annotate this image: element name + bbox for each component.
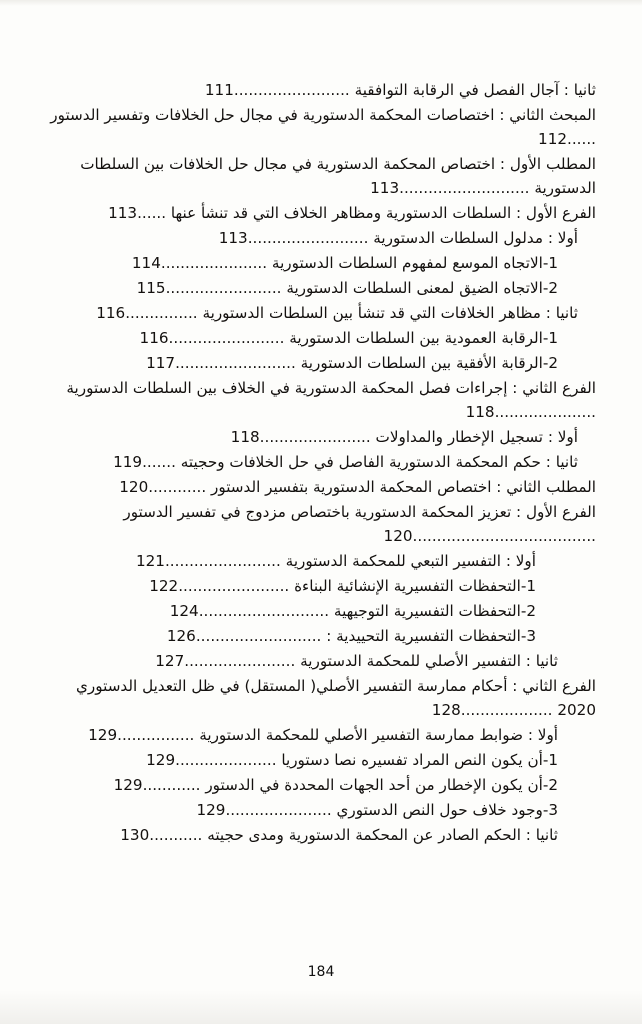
toc-dot-leader: ............	[148, 478, 207, 497]
toc-page-number: 120	[383, 527, 413, 546]
toc-dot-leader: ......	[567, 130, 596, 149]
toc-entry-title: أولا : تسجيل الإخطار والمداولات	[375, 428, 578, 447]
toc-page-number: 129	[146, 751, 176, 770]
toc-entry-inner	[205, 81, 596, 99]
toc-entry-inner	[167, 627, 536, 645]
toc-page-number: 120	[119, 478, 149, 497]
toc-entry-title: المبحث الثاني : اختصاصات المحكمة الدستورية في مجال حل الخلافات وتفسير الدستور	[50, 106, 596, 125]
toc-entry-inner	[66, 379, 596, 421]
toc-entry-title: ثانيا : آجال الفصل في الرقابة التوافقية	[354, 81, 596, 99]
toc-entry-inner	[219, 229, 578, 247]
toc-page-number: 122	[149, 577, 179, 596]
toc-page-number: 130	[120, 826, 150, 845]
toc-page-number: 124	[169, 602, 199, 621]
toc-entry[interactable]	[46, 748, 596, 772]
toc-entry[interactable]	[46, 798, 596, 822]
toc-page-number: 114	[131, 254, 161, 273]
toc-dot-leader: .......................	[259, 428, 371, 447]
toc-dot-leader: ......................	[160, 254, 268, 273]
toc-entry[interactable]	[46, 500, 596, 548]
toc-dot-leader: ...........................	[399, 179, 530, 198]
toc-entry[interactable]	[46, 276, 596, 300]
toc-entry-inner	[50, 106, 596, 148]
toc-dot-leader: .........................	[175, 354, 296, 373]
toc-dot-leader: ........................	[233, 81, 350, 99]
toc-entry[interactable]	[46, 103, 596, 151]
toc-entry-inner	[132, 254, 558, 272]
toc-page-number: 113	[370, 179, 400, 198]
toc-entry-inner	[196, 801, 558, 819]
toc-entry-title: ثانيا : حكم المحكمة الدستورية الفاصل في حل الخلافات وحجيته	[180, 453, 578, 472]
toc-entry[interactable]	[46, 226, 596, 250]
toc-entry-inner	[146, 751, 558, 769]
table-of-contents	[46, 78, 596, 847]
toc-entry[interactable]	[46, 723, 596, 747]
toc-page-number: 116	[96, 304, 126, 323]
toc-page-number: 111	[204, 81, 234, 99]
toc-entry-title: 1-الاتجاه الموسع لمفهوم السلطات الدستورية	[271, 254, 558, 273]
toc-dot-leader: ...............	[125, 304, 198, 323]
toc-entry-inner	[119, 478, 596, 496]
toc-entry[interactable]	[46, 301, 596, 325]
toc-page-number: 118	[465, 403, 495, 422]
toc-page-number: 128	[431, 701, 461, 720]
toc-entry-title: الفرع الأول : السلطات الدستورية ومظاهر الخلاف التي قد تنشأ عنها	[170, 204, 596, 223]
toc-entry-inner	[76, 677, 596, 719]
toc-entry[interactable]	[46, 78, 596, 102]
toc-page-number: 129	[196, 801, 226, 820]
toc-entry-inner	[231, 428, 578, 446]
toc-dot-leader: ........................	[165, 279, 282, 298]
toc-entry-title: 2-الرقابة الأفقية بين السلطات الدستورية	[300, 354, 558, 373]
toc-entry-title: 1-الرقابة العمودية بين السلطات الدستورية	[289, 329, 558, 348]
toc-entry[interactable]	[46, 201, 596, 225]
toc-entry[interactable]	[46, 549, 596, 573]
toc-page-number: 113	[108, 204, 138, 223]
toc-dot-leader: .......	[142, 453, 176, 472]
toc-entry-title: الفرع الأول : تعزيز المحكمة الدستورية باختصاص مزدوج في تفسير الدستور	[123, 503, 596, 522]
toc-entry-title: المطلب الثاني : اختصاص المحكمة الدستورية بتفسير الدستور	[211, 478, 596, 497]
toc-entry[interactable]	[46, 351, 596, 375]
toc-dot-leader: .....................	[494, 403, 596, 422]
toc-entry-title: 2-الاتجاه الضيق لمعنى السلطات الدستورية	[286, 279, 558, 298]
toc-entry-inner	[149, 577, 536, 595]
toc-dot-leader: ................	[117, 726, 195, 745]
toc-dot-leader: .........................	[247, 229, 369, 248]
toc-page-number: 113	[218, 229, 248, 248]
toc-page-number: 119	[113, 453, 143, 472]
toc-dot-leader: ......................	[225, 801, 332, 820]
toc-entry[interactable]	[46, 574, 596, 598]
toc-entry[interactable]	[46, 649, 596, 673]
toc-entry[interactable]	[46, 674, 596, 722]
toc-page-number: 116	[139, 329, 169, 348]
toc-entry[interactable]	[46, 450, 596, 474]
toc-entry[interactable]	[46, 425, 596, 449]
toc-entry-title: الفرع الثاني : إجراءات فصل المحكمة الدستورية في الخلاف بين السلطات الدستورية	[66, 379, 596, 398]
toc-entry[interactable]	[46, 773, 596, 797]
toc-entry-title: 1-أن يكون النص المراد تفسيره نصا دستوريا	[281, 751, 558, 770]
toc-entry-inner	[120, 826, 558, 844]
toc-entry-inner	[170, 602, 536, 620]
toc-entry[interactable]	[46, 251, 596, 275]
toc-entry-title: ثانيا : التفسير الأصلي للمحكمة الدستورية	[300, 652, 558, 671]
toc-entry-title: المطلب الأول : اختصاص المحكمة الدستورية في مجال حل الخلافات بين السلطات الدستورية	[80, 155, 596, 198]
toc-dot-leader: .....................	[175, 751, 277, 770]
toc-dot-leader: ........................	[164, 552, 281, 571]
toc-entry[interactable]	[46, 624, 596, 648]
toc-entry-inner	[96, 304, 578, 322]
toc-entry-title: 3-التحفظات التفسيرية التحييدية :	[326, 627, 536, 646]
toc-entry-inner	[146, 354, 558, 372]
toc-entry[interactable]	[46, 475, 596, 499]
toc-entry-title: 2-التحفظات التفسيرية التوجيهية	[333, 602, 536, 621]
toc-entry-inner	[155, 652, 558, 670]
toc-dot-leader: ......................................	[412, 527, 596, 546]
toc-entry[interactable]	[46, 599, 596, 623]
toc-entry-inner	[80, 155, 596, 197]
toc-entry-inner	[88, 726, 558, 744]
toc-page-number: 129	[113, 776, 143, 795]
toc-entry-title: أولا : مدلول السلطات الدستورية	[373, 229, 578, 248]
toc-entry-title: 2-أن يكون الإخطار من أحد الجهات المحددة في الدستور	[205, 776, 558, 795]
toc-entry[interactable]	[46, 823, 596, 847]
toc-page-number: 117	[146, 354, 176, 373]
toc-dot-leader: ...........................	[198, 602, 330, 621]
toc-entry[interactable]	[46, 376, 596, 424]
toc-entry-inner	[140, 329, 558, 347]
toc-entry[interactable]	[46, 152, 596, 200]
toc-entry-title: أولا : التفسير التبعي للمحكمة الدستورية	[285, 552, 536, 571]
toc-entry-inner	[108, 204, 596, 222]
toc-page-number: 129	[88, 726, 118, 745]
toc-page-number: 112	[538, 130, 568, 149]
toc-dot-leader: .......................	[178, 577, 290, 596]
toc-entry-title: ثانيا : مظاهر الخلافات التي قد تنشأ بين السلطات الدستورية	[202, 304, 578, 323]
toc-dot-leader: ............	[142, 776, 201, 795]
toc-entry-title: 1-التحفظات التفسيرية الإنشائية البناءة	[294, 577, 536, 596]
toc-entry-title: 3-وجود خلاف حول النص الدستوري	[336, 801, 558, 820]
toc-entry-inner	[136, 552, 536, 570]
toc-dot-leader: .......................	[184, 652, 296, 671]
toc-dot-leader: ...................	[460, 701, 553, 720]
toc-entry-title: ثانيا : الحكم الصادر عن المحكمة الدستورية ومدى حجيته	[207, 826, 558, 845]
toc-page-number: 126	[166, 627, 196, 646]
toc-dot-leader: ..........................	[195, 627, 322, 646]
toc-entry-title: الفرع الثاني : أحكام ممارسة التفسير الأصلي( المستقل) في ظل التعديل الدستوري 2020	[76, 677, 596, 720]
toc-entry-inner	[113, 453, 578, 471]
toc-entry-title: أولا : ضوابط ممارسة التفسير الأصلي للمحكمة الدستورية	[199, 726, 558, 745]
toc-entry-inner	[114, 776, 558, 794]
toc-entry-inner	[123, 503, 596, 545]
toc-page-number: 115	[136, 279, 166, 298]
page-folio-number: 184	[307, 964, 335, 980]
toc-dot-leader: ........................	[168, 329, 285, 348]
toc-page-number: 127	[155, 652, 185, 671]
toc-page-number: 121	[135, 552, 165, 571]
toc-page-number: 118	[230, 428, 260, 447]
toc-dot-leader: ...........	[149, 826, 203, 845]
toc-dot-leader: ......	[137, 204, 167, 223]
toc-entry[interactable]	[46, 326, 596, 350]
toc-entry-inner	[137, 279, 558, 297]
